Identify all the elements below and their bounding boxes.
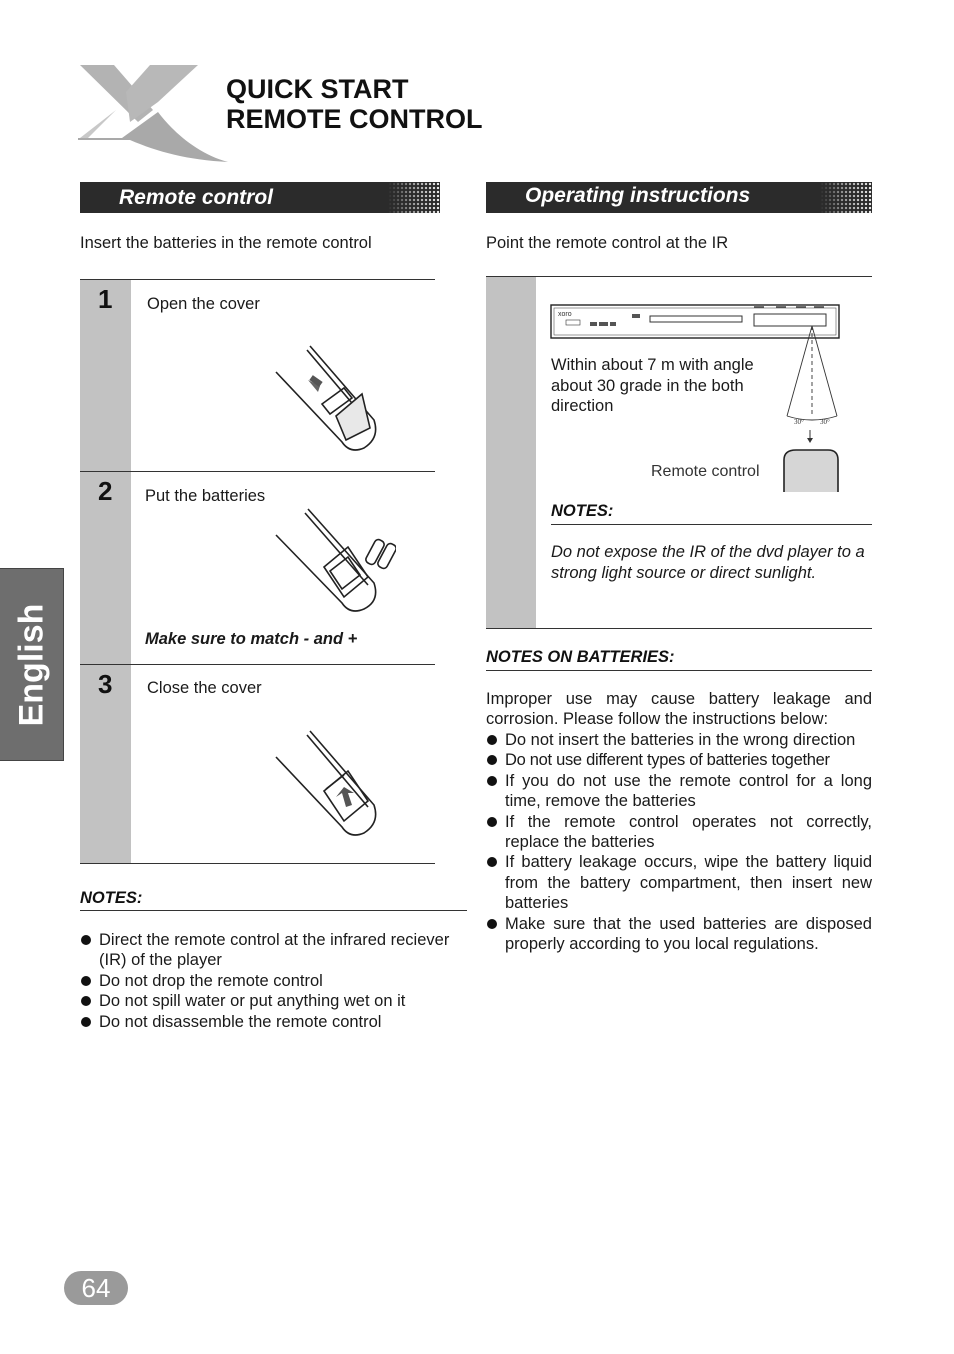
remote-open-cover-illustration <box>274 342 384 454</box>
list-item: If the remote control operates not correctly, replace the batteries <box>486 812 872 853</box>
battery-notes-list <box>486 730 872 954</box>
language-tab-label: English <box>12 603 50 726</box>
remote-control-icon <box>784 450 838 492</box>
page-number: 64 <box>64 1271 128 1305</box>
remote-insert-batteries-illustration <box>274 505 396 615</box>
remote-close-cover-illustration <box>274 727 384 839</box>
list-item: Do not insert the batteries in the wrong direction <box>486 730 872 750</box>
notes-heading: NOTES: <box>551 502 614 520</box>
list-item: Make sure that the used batteries are disposed properly according to you local regulations. <box>486 914 872 955</box>
section-title: Remote control <box>119 186 274 209</box>
step-number: 2 <box>98 476 113 506</box>
range-description: Within about 7 m with angle about 30 grade in the both direction <box>551 356 754 416</box>
step-label: Open the cover <box>147 295 260 313</box>
step-number: 3 <box>98 669 113 699</box>
list-item: If battery leakage occurs, wipe the battery liquid from the battery compartment, then insert new batteries <box>486 852 872 913</box>
ir-light-warning: Do not expose the IR of the dvd player to a strong light source or direct sunlight. <box>551 543 865 582</box>
operating-instructions-section-header <box>486 182 872 213</box>
page-title <box>226 74 483 134</box>
step-label: Close the cover <box>147 679 262 697</box>
battery-notes-heading: NOTES ON BATTERIES: <box>486 648 675 666</box>
device-brand: xoro <box>558 311 572 318</box>
battery-intro: Improper use may cause battery leakage and corrosion. Please follow the instructions below: <box>486 690 872 729</box>
list-item: Direct the remote control at the infrared reciever (IR) of the player <box>80 930 450 971</box>
section-title: Operating instructions <box>525 184 751 207</box>
list-item: If you do not use the remote control for a long time, remove the batteries <box>486 771 872 812</box>
title-line-1: QUICK START <box>226 74 409 104</box>
step-label: Put the batteries <box>145 487 266 505</box>
notes-heading: NOTES: <box>80 889 143 907</box>
steps-gray-column <box>80 280 131 863</box>
list-item: Do not spill water or put anything wet on it <box>80 991 450 1011</box>
list-item: Do not drop the remote control <box>80 971 450 991</box>
remote-control-label: Remote control <box>651 463 760 480</box>
list-item: Do not disassemble the remote control <box>80 1012 450 1032</box>
remote-notes-list <box>80 930 450 1032</box>
ir-gray-column <box>486 277 536 628</box>
polarity-note: Make sure to match - and + <box>145 630 358 648</box>
step-number: 1 <box>98 284 113 314</box>
angle-label-left: 30° <box>794 418 804 426</box>
remote-control-section-header <box>80 182 440 213</box>
language-tab-english <box>0 568 64 761</box>
title-line-2: REMOTE CONTROL <box>226 104 483 134</box>
left-intro: Insert the batteries in the remote control <box>80 234 372 252</box>
right-intro: Point the remote control at the IR <box>486 234 729 252</box>
list-item: Do not use different types of batteries together <box>486 750 872 770</box>
x-logo <box>78 62 228 164</box>
angle-label-right: 30° <box>820 418 830 426</box>
